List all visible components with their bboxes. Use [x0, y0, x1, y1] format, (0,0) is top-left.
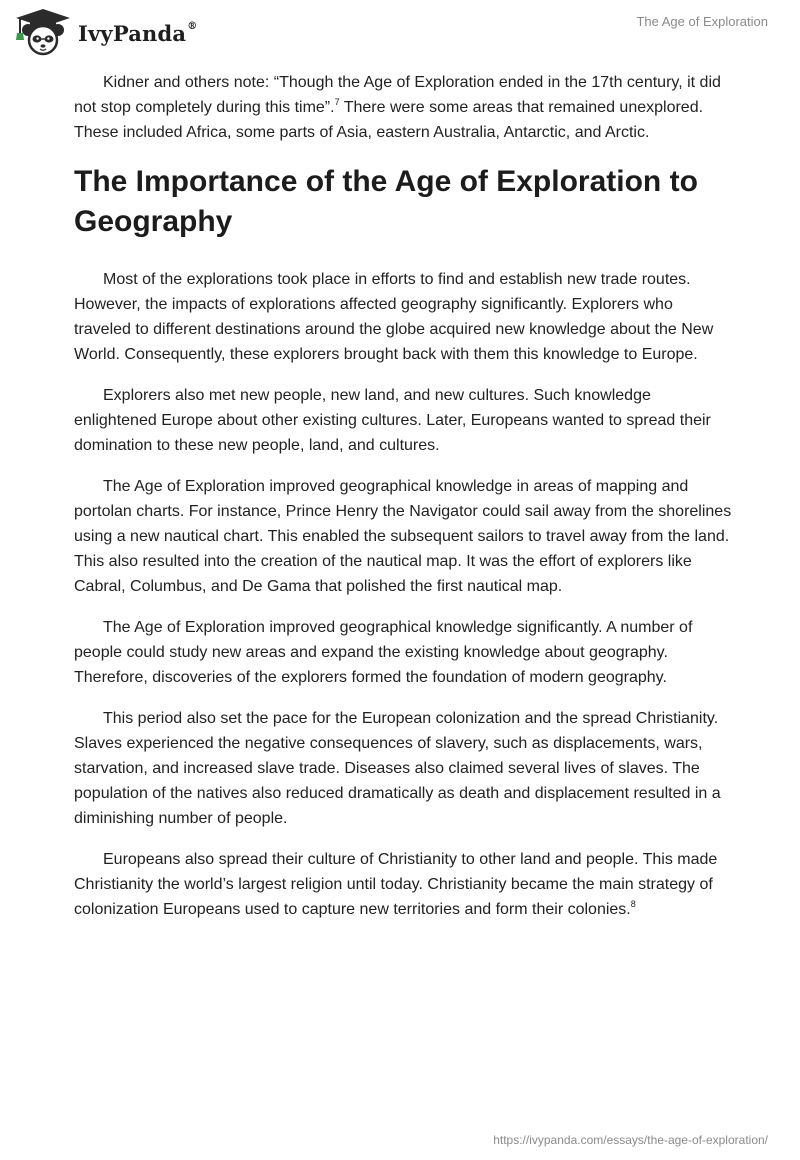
source-url[interactable]: https://ivypanda.com/essays/the-age-of-exploration/: [493, 1133, 768, 1147]
section-heading: The Importance of the Age of Exploration to Geography: [74, 165, 698, 238]
footnote-ref[interactable]: 8: [630, 898, 636, 909]
page-header: [0, 0, 800, 60]
paragraph: Europeans also spread their culture of Christianity to other land and people. This made Christianity the world’s largest religion until today. Christianity became the main strategy of colonization Europeans used to capture new territories and form their colonies.$^8$: [74, 851, 718, 918]
panda-graduate-logo-icon: [14, 8, 72, 56]
paragraph: Most of the explorations took place in efforts to find and establish new trade routes. However, the impacts of explorations affected geography significantly. Explorers who traveled to different destinations around the globe acquired new knowledge about the New World. Consequently, these explorers brought back with them this knowledge to Europe.: [74, 271, 714, 363]
document-title: The Age of Exploration: [636, 14, 768, 29]
paragraph: The Age of Exploration improved geographical knowledge in areas of mapping and portolan charts. For instance, Prince Henry the Navigator could sail away from the shorelines using a new nautical chart. This enabled the subsequent sailors to travel away from the land. This also resulted into the creation of the nautical map. It was the effort of explorers like Cabral, Columbus, and De Gama that polished the first nautical map.: [74, 478, 732, 595]
paragraph: This period also set the pace for the European colonization and the spread Christianity. Slaves experienced the negative consequences of slavery, such as displacements, wars, starvation, and increased slave trade. Diseases also claimed several lives of slaves. The population of the natives also reduced dramatically as death and displacement resulted in a diminishing number of people.: [74, 710, 721, 827]
brand-logo[interactable]: [14, 8, 197, 56]
footnote-ref[interactable]: 7: [334, 96, 340, 107]
brand-name: IvyPanda®: [78, 20, 198, 46]
paragraph: The Age of Exploration improved geographical knowledge significantly. A number of people could study new areas and expand the existing knowledge about geography. Therefore, discoveries of the explorers formed the foundation of modern geography.: [74, 619, 693, 686]
paragraph: Explorers also met new people, new land, and new cultures. Such knowledge enlightened Europe about other existing cultures. Later, Europeans wanted to spread their domination to these new people, land, and cultures.: [74, 387, 711, 454]
essay-body: [74, 70, 734, 938]
paragraph: Kidner and others note: “Though the Age of Exploration ended in the 17th century, it did not stop completely during this time”.$^7$ There were some areas that remained unexplored. These included Africa, some parts of Asia, eastern Australia, Antarctic, and Arctic.: [74, 74, 721, 141]
